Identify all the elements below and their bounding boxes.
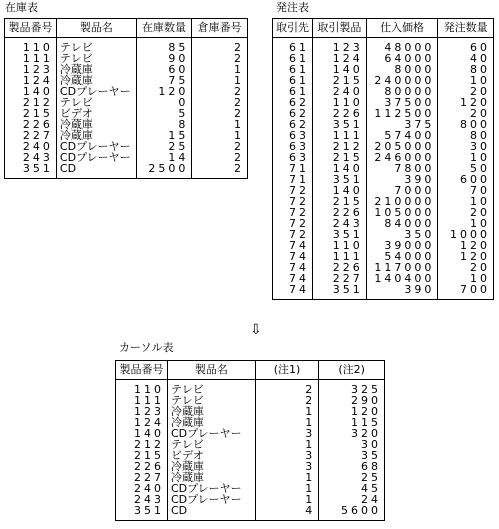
table-cell: 120 — [438, 251, 494, 262]
table-cell: 60 — [438, 38, 494, 54]
table-cell: 61 — [273, 86, 313, 97]
table-cell: 冷蔵庫 — [167, 406, 255, 417]
table-cell: テレビ — [167, 380, 255, 396]
table-cell: 124 — [116, 417, 168, 428]
table-cell: 1 — [255, 417, 318, 428]
table-cell: 2 — [192, 38, 248, 54]
column-header-product-name: 製品名 — [56, 19, 136, 38]
table-cell: 112500 — [366, 108, 438, 119]
table-cell: 2 — [192, 108, 248, 119]
table-cell: 2 — [192, 86, 248, 97]
cursor-header-row — [116, 361, 385, 380]
table-cell: 240000 — [366, 75, 438, 86]
table-cell: 3 — [255, 450, 318, 461]
table-cell: 74 — [273, 240, 313, 251]
table-cell: 2 — [192, 141, 248, 152]
table-cell: 10 — [438, 152, 494, 163]
table-cell: 61 — [273, 38, 313, 54]
table-cell: 120 — [438, 97, 494, 108]
table-cell: 84000 — [366, 218, 438, 229]
table-cell: 351 — [313, 229, 367, 240]
table-cell: 62 — [273, 97, 313, 108]
table-cell: テレビ — [167, 439, 255, 450]
table-cell: CDプレーヤー — [167, 494, 255, 505]
table-cell: 冷蔵庫 — [167, 417, 255, 428]
table-cell: 2500 — [136, 163, 192, 179]
table-cell: 243 — [116, 494, 168, 505]
table-cell: 冷蔵庫 — [56, 119, 136, 130]
column-header-note-2: (注2) — [319, 361, 385, 380]
table-cell: 7000 — [366, 185, 438, 196]
table-cell: 60 — [136, 64, 192, 75]
table-cell: 48000 — [366, 38, 438, 54]
table-cell: 212 — [5, 97, 57, 108]
table-cell: 124 — [313, 53, 367, 64]
table-cell: 74 — [273, 251, 313, 262]
table-cell: 325 — [319, 380, 385, 396]
table-cell: 351 — [313, 174, 367, 185]
table-cell: 1 — [192, 75, 248, 86]
table-cell: 2 — [192, 152, 248, 163]
down-arrow-icon: ⇩ — [250, 322, 262, 338]
table-cell: 1 — [255, 472, 318, 483]
table-cell: 243 — [5, 152, 57, 163]
table-cell: 35 — [319, 450, 385, 461]
table-cell: 74 — [273, 262, 313, 273]
table-cell: 140 — [5, 86, 57, 97]
column-header-product-number: 製品番号 — [5, 19, 57, 38]
table-cell: 123 — [313, 38, 367, 54]
cursor-row — [116, 380, 385, 396]
column-header-note-1: (注1) — [255, 361, 318, 380]
table-cell: 50 — [438, 163, 494, 174]
table-cell: 30 — [438, 141, 494, 152]
table-cell: 8000 — [366, 64, 438, 75]
table-cell: テレビ — [56, 53, 136, 64]
table-cell: 24 — [319, 494, 385, 505]
orders-table — [272, 18, 494, 300]
table-cell: 62 — [273, 108, 313, 119]
table-cell: 240 — [116, 483, 168, 494]
table-cell: 1 — [255, 494, 318, 505]
table-cell: 2 — [255, 395, 318, 406]
table-cell: 110 — [313, 240, 367, 251]
table-cell: 140 — [313, 163, 367, 174]
table-cell: CDプレーヤー — [56, 141, 136, 152]
table-cell: 20 — [438, 207, 494, 218]
table-cell: 72 — [273, 218, 313, 229]
table-cell: 62 — [273, 119, 313, 130]
table-cell: 15 — [136, 130, 192, 141]
table-cell: 140 — [116, 428, 168, 439]
table-cell: CD — [56, 163, 136, 179]
table-cell: 63 — [273, 152, 313, 163]
table-cell: 80 — [438, 130, 494, 141]
table-cell: 246000 — [366, 152, 438, 163]
table-cell: 1 — [192, 130, 248, 141]
table-cell: 105000 — [366, 207, 438, 218]
table-cell: 10 — [438, 273, 494, 284]
table-cell: 57400 — [366, 130, 438, 141]
table-cell: 212 — [313, 141, 367, 152]
table-cell: 120 — [438, 240, 494, 251]
table-cell: 350 — [366, 229, 438, 240]
column-header-stock-quantity: 在庫数量 — [136, 19, 192, 38]
table-cell: 2 — [192, 97, 248, 108]
table-cell: 1 — [192, 119, 248, 130]
table-cell: 1 — [255, 406, 318, 417]
table-cell: 3 — [255, 461, 318, 472]
table-cell: 20 — [438, 262, 494, 273]
table-cell: 80000 — [366, 86, 438, 97]
inventory-table-title: 在庫表 — [5, 1, 38, 14]
table-cell: 215 — [116, 450, 168, 461]
table-cell: 7800 — [366, 163, 438, 174]
table-cell: 351 — [313, 119, 367, 130]
table-cell: 72 — [273, 196, 313, 207]
table-cell: CDプレーヤー — [167, 428, 255, 439]
column-header-traded-product: 取引製品 — [313, 19, 367, 38]
table-cell: テレビ — [167, 395, 255, 406]
table-cell: 210000 — [366, 196, 438, 207]
table-cell: 1000 — [438, 229, 494, 240]
table-cell: 3 — [255, 428, 318, 439]
table-cell: 226 — [313, 108, 367, 119]
column-header-warehouse-number: 倉庫番号 — [192, 19, 248, 38]
table-cell: 111 — [5, 53, 57, 64]
table-cell: テレビ — [56, 38, 136, 54]
table-cell: 215 — [5, 108, 57, 119]
table-cell: 冷蔵庫 — [56, 130, 136, 141]
table-cell: 20 — [438, 108, 494, 119]
table-cell: 140 — [313, 185, 367, 196]
table-cell: 110 — [313, 97, 367, 108]
inventory-table — [4, 18, 248, 179]
table-cell: 320 — [319, 428, 385, 439]
table-cell: 243 — [313, 218, 367, 229]
inventory-header-row — [5, 19, 248, 38]
table-cell: 2 — [192, 53, 248, 64]
table-cell: 37500 — [366, 97, 438, 108]
table-cell: 226 — [116, 461, 168, 472]
orders-row — [273, 38, 494, 54]
table-cell: 212 — [116, 439, 168, 450]
table-cell: 2 — [192, 163, 248, 179]
table-cell: 61 — [273, 64, 313, 75]
table-cell: 117000 — [366, 262, 438, 273]
table-cell: 64000 — [366, 53, 438, 64]
table-cell: 240 — [313, 86, 367, 97]
table-cell: CDプレーヤー — [56, 86, 136, 97]
table-cell: ビデオ — [56, 108, 136, 119]
table-cell: 226 — [5, 119, 57, 130]
table-cell: 227 — [5, 130, 57, 141]
table-cell: 226 — [313, 262, 367, 273]
table-cell: 140 — [313, 64, 367, 75]
orders-table-title: 発注表 — [276, 1, 309, 14]
table-cell: 90 — [136, 53, 192, 64]
table-cell: 290 — [319, 395, 385, 406]
table-cell: 54000 — [366, 251, 438, 262]
table-cell: 375 — [366, 119, 438, 130]
table-cell: 40 — [438, 53, 494, 64]
table-cell: 10 — [438, 75, 494, 86]
table-cell: 14 — [136, 152, 192, 163]
table-cell: 351 — [116, 505, 168, 521]
table-cell: 61 — [273, 53, 313, 64]
table-cell: 冷蔵庫 — [56, 75, 136, 86]
table-cell: 10 — [438, 196, 494, 207]
table-cell: 63 — [273, 141, 313, 152]
table-cell: 111 — [313, 130, 367, 141]
table-cell: 123 — [116, 406, 168, 417]
table-cell: 800 — [438, 119, 494, 130]
table-cell: 71 — [273, 163, 313, 174]
table-cell: 351 — [5, 163, 57, 179]
table-cell: 25 — [319, 472, 385, 483]
table-cell: 390 — [366, 284, 438, 300]
table-cell: 205000 — [366, 141, 438, 152]
column-header-product-number: 製品番号 — [116, 361, 168, 380]
table-cell: 72 — [273, 229, 313, 240]
table-cell: 72 — [273, 207, 313, 218]
table-cell: CDプレーヤー — [167, 483, 255, 494]
table-cell: ビデオ — [167, 450, 255, 461]
table-cell: 124 — [5, 75, 57, 86]
column-header-order-quantity: 発注数量 — [438, 19, 494, 38]
table-cell: 25 — [136, 141, 192, 152]
table-cell: CDプレーヤー — [56, 152, 136, 163]
table-cell: 227 — [116, 472, 168, 483]
table-cell: 215 — [313, 75, 367, 86]
table-cell: 68 — [319, 461, 385, 472]
table-cell: 10 — [438, 218, 494, 229]
table-cell: 72 — [273, 185, 313, 196]
table-cell: 冷蔵庫 — [56, 64, 136, 75]
table-cell: 700 — [438, 284, 494, 300]
table-cell: 74 — [273, 273, 313, 284]
orders-row — [273, 284, 494, 300]
table-cell: 215 — [313, 152, 367, 163]
table-cell: 5 — [136, 108, 192, 119]
table-cell: 45 — [319, 483, 385, 494]
table-cell: 63 — [273, 130, 313, 141]
table-cell: 123 — [5, 64, 57, 75]
table-cell: 1 — [255, 439, 318, 450]
table-cell: 2 — [255, 380, 318, 396]
cursor-row — [116, 505, 385, 521]
table-cell: 5600 — [319, 505, 385, 521]
table-cell: 227 — [313, 273, 367, 284]
table-cell: 110 — [5, 38, 57, 54]
column-header-purchase-price: 仕入価格 — [366, 19, 438, 38]
table-cell: 111 — [313, 251, 367, 262]
orders-header-row — [273, 19, 494, 38]
table-cell: テレビ — [56, 97, 136, 108]
table-cell: 600 — [438, 174, 494, 185]
table-cell: 1 — [255, 483, 318, 494]
table-cell: 110 — [116, 380, 168, 396]
table-cell: 20 — [438, 86, 494, 97]
table-cell: 111 — [116, 395, 168, 406]
table-cell: 120 — [319, 406, 385, 417]
column-header-product-name: 製品名 — [167, 361, 255, 380]
table-cell: CD — [167, 505, 255, 521]
cursor-table-title: カーソル表 — [119, 341, 174, 354]
table-cell: 71 — [273, 174, 313, 185]
table-cell: 39000 — [366, 240, 438, 251]
inventory-row — [5, 163, 248, 179]
table-cell: 30 — [319, 439, 385, 450]
table-cell: 140400 — [366, 273, 438, 284]
table-cell: 85 — [136, 38, 192, 54]
table-cell: 0 — [136, 97, 192, 108]
table-cell: 351 — [313, 284, 367, 300]
table-cell: 120 — [136, 86, 192, 97]
table-cell: 1 — [192, 64, 248, 75]
table-cell: 8 — [136, 119, 192, 130]
table-cell: 115 — [319, 417, 385, 428]
table-cell: 215 — [313, 196, 367, 207]
table-cell: 240 — [5, 141, 57, 152]
table-cell: 61 — [273, 75, 313, 86]
cursor-table — [115, 360, 385, 521]
column-header-supplier: 取引先 — [273, 19, 313, 38]
table-cell: 74 — [273, 284, 313, 300]
table-cell: 冷蔵庫 — [167, 461, 255, 472]
table-cell: 冷蔵庫 — [167, 472, 255, 483]
table-cell: 70 — [438, 185, 494, 196]
inventory-row — [5, 38, 248, 54]
table-cell: 75 — [136, 75, 192, 86]
table-cell: 226 — [313, 207, 367, 218]
table-cell: 80 — [438, 64, 494, 75]
table-cell: 4 — [255, 505, 318, 521]
table-cell: 390 — [366, 174, 438, 185]
